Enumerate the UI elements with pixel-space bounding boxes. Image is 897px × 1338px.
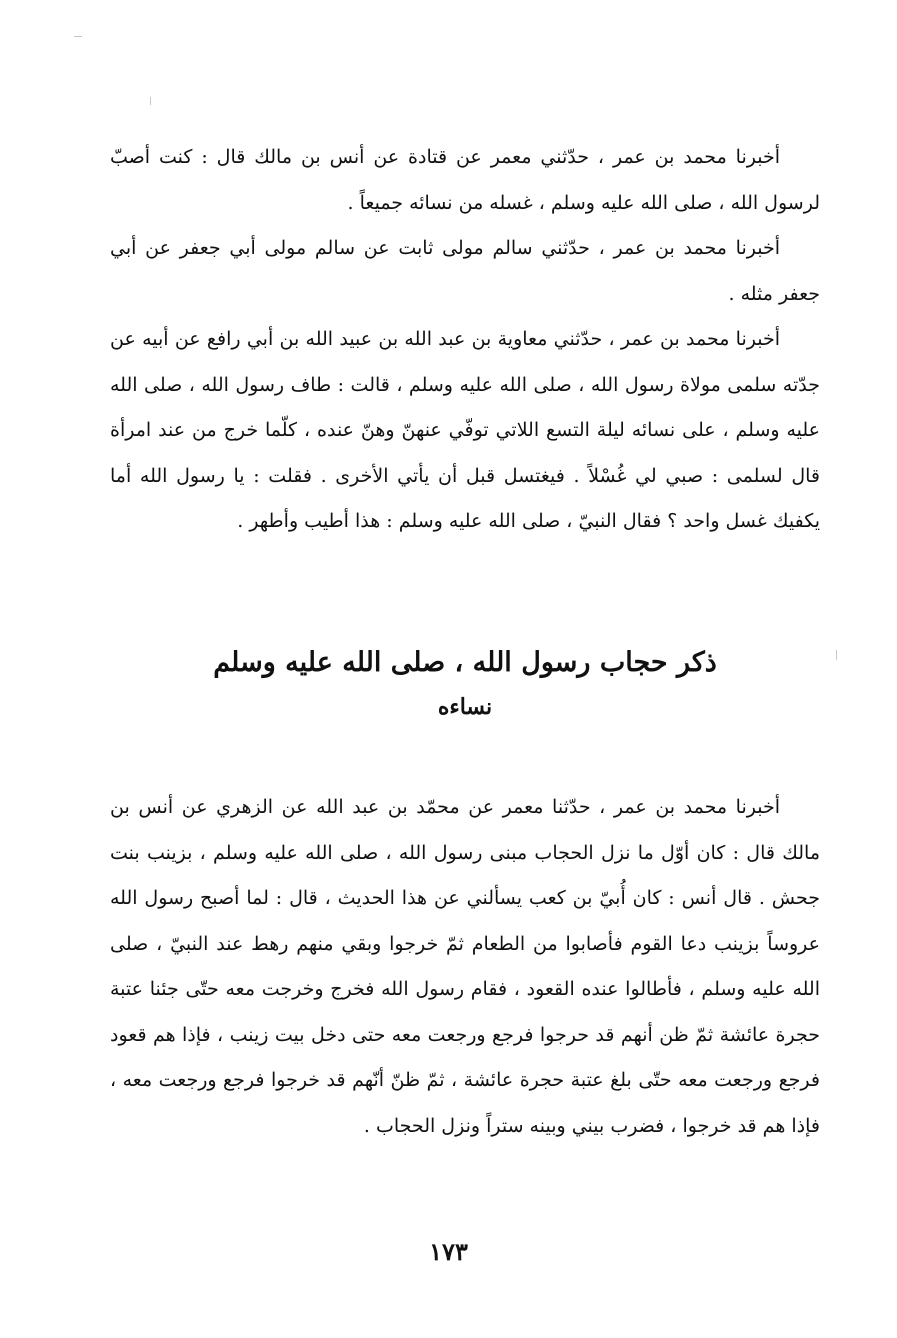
scan-speck: [74, 36, 82, 37]
hadith-paragraph: أخبرنا محمد بن عمر ، حدّثني معاوية بن عبد الله بن عبيد الله بن أبي رافع عن أبيه عن جدّته سلمى مولاة رسول الله ، صلى الله عليه وسلم ، قالت : طاف رسول الله ، صلى الله عليه وسلم ، على نسائه ليلة التسع اللاتي توفّي عنهنّ وهنّ عنده ، كلّما خرج من عند امرأة قال لسلمى : صبي لي غُسْلاً . فيغتسل قبل أن يأتي الأخرى . فقلت : يا رسول الله أما يكفيك غسل واحد ؟ فقال النبيّ ، صلى الله عليه وسلم : هذا أطيب وأطهر .: [110, 328, 820, 532]
chapter-subtitle: نساءه: [437, 694, 493, 720]
section-bathing: [110, 135, 820, 595]
scan-speck: [150, 97, 151, 105]
hadith-paragraph: أخبرنا محمد بن عمر ، حدّثنا معمر عن محمّد بن عبد الله عن الزهري عن أنس بن مالك قال : كان أوّل ما نزل الحجاب مبنى رسول الله ، صلى الله عليه وسلم ، بزينب بنت جحش . قال أنس : كان أُبيّ بن كعب يسألني عن هذا الحديث ، قال : لما أصبح رسول الله عروساً بزينب دعا القوم فأصابوا من الطعام ثمّ خرجوا وبقي منهم رهط عند النبيّ ، صلى الله عليه وسلم ، فأطالوا عنده القعود ، فقام رسول الله فخرج وخرجت معه حتّى جئنا عتبة حجرة عائشة ثمّ ظن أنهم قد حرجوا فرجع ورجعت معه حتى دخل بيت زينب ، فإذا هم قعود فرجع ورجعت معه حتّى بلغ عتبة حجرة عائشة ، ثمّ ظنّ أنّهم قد خرجوا فرجع ورجعت معه ، فإذا هم قد خرجوا ، فضرب بيني وبينه ستراً ونزل الحجاب .: [110, 796, 820, 1137]
chapter-title: ذكر حجاب رسول الله ، صلى الله عليه وسلم: [213, 647, 717, 678]
chapter-heading: [110, 640, 820, 765]
hadith-paragraph: أخبرنا محمد بن عمر ، حدّثني معمر عن قتادة عن أنس بن مالك قال : كنت أصبّ لرسول الله ، صلى الله عليه وسلم ، غسله من نسائه جميعاً .: [110, 146, 820, 214]
section-hijab: [110, 785, 820, 1149]
scan-speck: [836, 650, 837, 660]
hadith-paragraph: أخبرنا محمد بن عمر ، حدّثني سالم مولى ثابت عن سالم مولى أبي جعفر عن أبي جعفر مثله .: [110, 237, 820, 305]
page-number: ١٧٣: [429, 1237, 468, 1266]
document-page: [110, 135, 820, 1149]
